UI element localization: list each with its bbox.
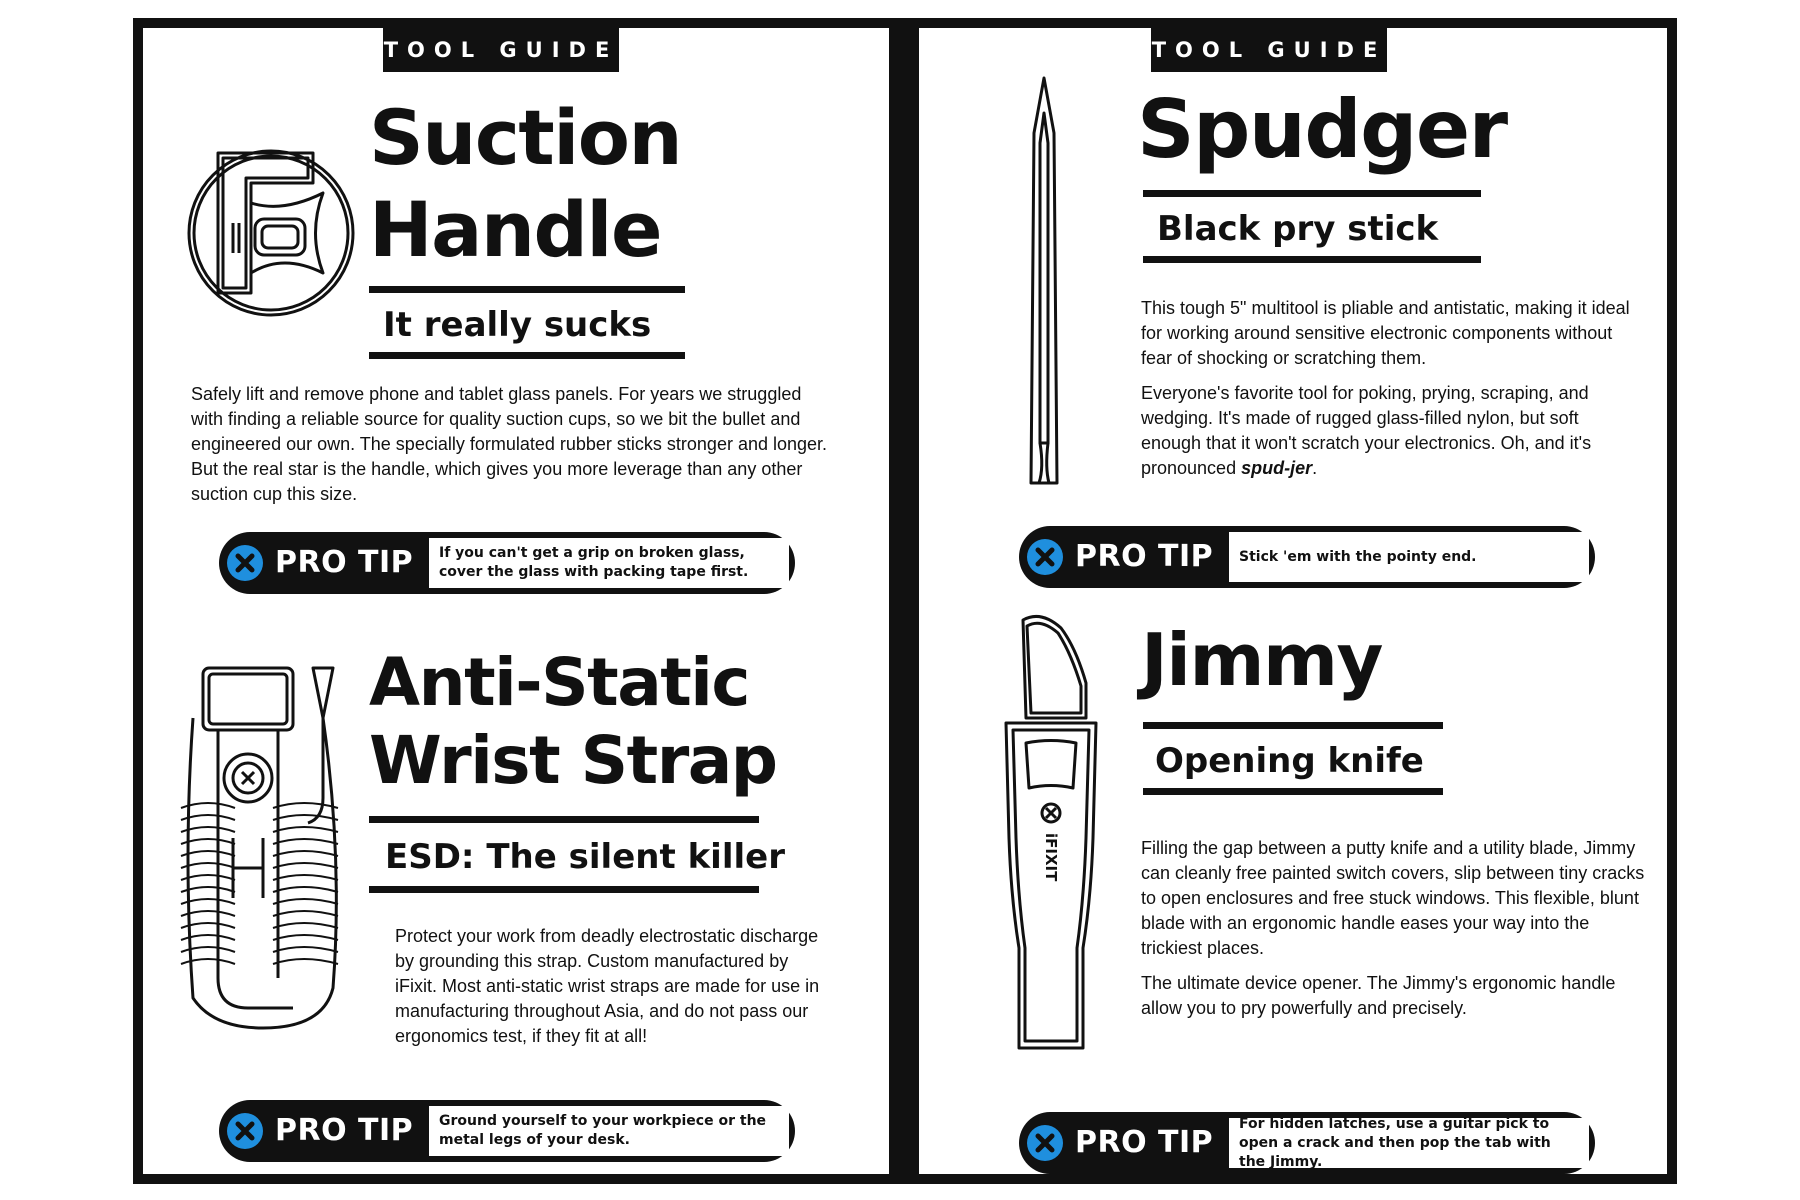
jimmy-subtitle: Opening knife [1155, 741, 1424, 781]
suction-title-line2: Handle [369, 185, 661, 274]
pro-tip-label: PRO TIP [275, 545, 414, 580]
suction-title-line1: Suction [369, 93, 682, 182]
spudger-subtitle: Black pry stick [1157, 209, 1439, 249]
pro-tip-label: PRO TIP [1075, 1125, 1214, 1160]
wrist-strap-title-line2: Wrist Strap [369, 722, 777, 799]
spudger-description [1141, 296, 1641, 491]
jimmy-handle-brand: iFIXIT [1042, 833, 1060, 882]
spudger-pro-tip [1019, 526, 1595, 588]
suction-subtitle: It really sucks [383, 305, 652, 345]
wrist-strap-subtitle-rule-bottom [369, 886, 759, 893]
spudger-title: Spudger [1137, 83, 1507, 176]
wrist-strap-subtitle: ESD: The silent killer [385, 837, 785, 877]
right-tool-card [893, 18, 1677, 1184]
wrist-strap-subtitle-rule-top [369, 816, 759, 823]
pro-tip-label: PRO TIP [1075, 539, 1214, 574]
suction-tip-text: If you can't get a grip on broken glass, cover the glass with packing tape first. [429, 538, 789, 588]
spudger-tip-text: Stick 'em with the pointy end. [1229, 532, 1589, 582]
jimmy-paragraph-1: Filling the gap between a putty knife and a utility blade, Jimmy can cleanly free painted switch covers, slip between tiny cracks to open enclosures and free stuck windows. This flexible, blunt blade with an ergonomic handle eases your way into the trickiest places. [1141, 838, 1645, 958]
jimmy-pro-tip [1019, 1112, 1595, 1174]
spudger-paragraph-2-end: . [1312, 458, 1318, 478]
wrist-strap-description: Protect your work from deadly electrostatic discharge by grounding this strap. Custom manufactured by iFixit. Most anti-static wrist straps are made for use in manufacturing throughout Asia, and do not pass our ergonomics test, if they fit at all! [395, 926, 820, 1046]
tool-guide-label: TOOL GUIDE [383, 28, 619, 72]
suction-handle-illustration [173, 123, 363, 323]
suction-pro-tip [219, 532, 795, 594]
wrist-strap-tip-text: Ground yourself to your workpiece or the metal legs of your desk. [429, 1106, 789, 1156]
wrist-strap-title-line1: Anti-Static [369, 644, 750, 721]
pro-tip-label: PRO TIP [275, 1113, 414, 1148]
jimmy-illustration [1001, 608, 1101, 1058]
jimmy-subtitle-rule-top [1143, 722, 1443, 729]
suction-description: Safely lift and remove phone and tablet glass panels. For years we struggled with finding a reliable source for quality suction cups, so we bit the bullet and engineered our own. The specially formulated rubber sticks stronger and longer. But the real star is the handle, which gives you more leverage than any other suction cup this size. [191, 384, 828, 504]
x-badge-icon [1027, 1125, 1063, 1161]
spudger-paragraph-1: This tough 5" multitool is pliable and antistatic, making it ideal for working around sensitive electronic components without fear of shocking or scratching them. [1141, 298, 1630, 368]
jimmy-description [1141, 836, 1651, 1031]
x-badge-icon [227, 1113, 263, 1149]
spudger-subtitle-rule-bottom [1143, 256, 1481, 263]
tool-guide-label: TOOL GUIDE [1151, 28, 1387, 72]
spudger-paragraph-2 [1141, 381, 1641, 481]
x-badge-icon [1027, 539, 1063, 575]
spudger-paragraph-2-text: Everyone's favorite tool for poking, prying, scraping, and wedging. It's made of rugged glass-filled nylon, but soft enough that it won't scratch your electronics. Oh, and it's pronounced [1141, 383, 1592, 478]
jimmy-title: Jimmy [1141, 618, 1382, 702]
spudger-illustration [1019, 73, 1069, 493]
x-badge-icon [227, 545, 263, 581]
wrist-strap-pro-tip [219, 1100, 795, 1162]
left-tool-card [133, 18, 893, 1184]
spudger-subtitle-rule-top [1143, 190, 1481, 197]
suction-subtitle-rule-top [369, 286, 685, 293]
wrist-strap-illustration [173, 658, 353, 1038]
jimmy-subtitle-rule-bottom [1143, 788, 1443, 795]
spudger-pronunciation: spud-jer [1241, 458, 1313, 478]
suction-subtitle-rule-bottom [369, 352, 685, 359]
jimmy-tip-text: For hidden latches, use a guitar pick to open a crack and then pop the tab with the Jimmy. [1229, 1118, 1589, 1168]
jimmy-paragraph-2: The ultimate device opener. The Jimmy's ergonomic handle allow you to pry powerfully and precisely. [1141, 973, 1616, 1018]
